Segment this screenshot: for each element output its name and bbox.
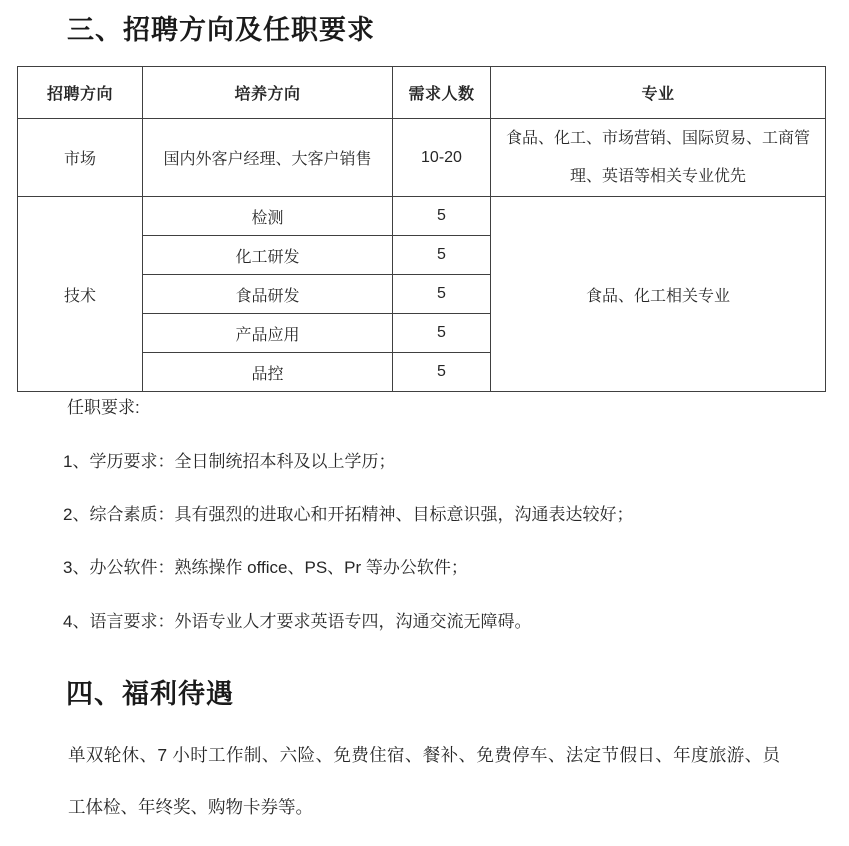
table-row-market bbox=[18, 119, 826, 197]
requirements-title: 任职要求: bbox=[67, 398, 140, 417]
benefits-paragraph: 单双轮休、7 小时工作制、六险、免费住宿、餐补、免费停车、法定节假日、年度旅游、员工体检、年终奖、购物卡券等。 bbox=[68, 745, 780, 817]
col-header-headcount: 需求人数 bbox=[393, 67, 491, 119]
cell-tech-headcount-5: 5 bbox=[393, 353, 491, 392]
cell-tech-headcount-1: 5 bbox=[393, 197, 491, 236]
col-header-direction: 招聘方向 bbox=[18, 67, 143, 119]
cell-tech-training-3: 食品研发 bbox=[143, 275, 393, 314]
requirement-item-3: 3、办公软件：熟练操作 office、PS、Pr 等办公软件； bbox=[63, 558, 468, 577]
cell-tech-major: 食品、化工相关专业 bbox=[491, 197, 826, 392]
requirement-item-2: 2、综合素质：具有强烈的进取心和开拓精神、目标意识强，沟通表达较好； bbox=[63, 505, 634, 524]
cell-market-training: 国内外客户经理、大客户销售 bbox=[143, 119, 393, 197]
cell-tech-headcount-4: 5 bbox=[393, 314, 491, 353]
cell-tech-training-5: 品控 bbox=[143, 353, 393, 392]
cell-market-major: 食品、化工、市场营销、国际贸易、工商管理、英语等相关专业优先 bbox=[491, 119, 826, 197]
cell-tech-headcount-2: 5 bbox=[393, 236, 491, 275]
requirement-item-1: 1、学历要求：全日制统招本科及以上学历； bbox=[63, 452, 396, 471]
cell-tech-training-1: 检测 bbox=[143, 197, 393, 236]
cell-tech-direction: 技术 bbox=[18, 197, 143, 392]
section3-heading: 三、招聘方向及任职要求 bbox=[67, 15, 375, 45]
cell-tech-headcount-3: 5 bbox=[393, 275, 491, 314]
col-header-major: 专业 bbox=[491, 67, 826, 119]
table-header-row bbox=[18, 67, 826, 119]
cell-tech-training-2: 化工研发 bbox=[143, 236, 393, 275]
table-row-tech-1 bbox=[18, 197, 826, 236]
section4-heading: 四、福利待遇 bbox=[66, 679, 234, 709]
cell-tech-training-4: 产品应用 bbox=[143, 314, 393, 353]
cell-market-headcount: 10-20 bbox=[393, 119, 491, 197]
recruitment-table bbox=[17, 66, 826, 392]
cell-market-direction: 市场 bbox=[18, 119, 143, 197]
col-header-training: 培养方向 bbox=[143, 67, 393, 119]
requirement-item-4: 4、语言要求：外语专业人才要求英语专四，沟通交流无障碍。 bbox=[63, 612, 532, 631]
